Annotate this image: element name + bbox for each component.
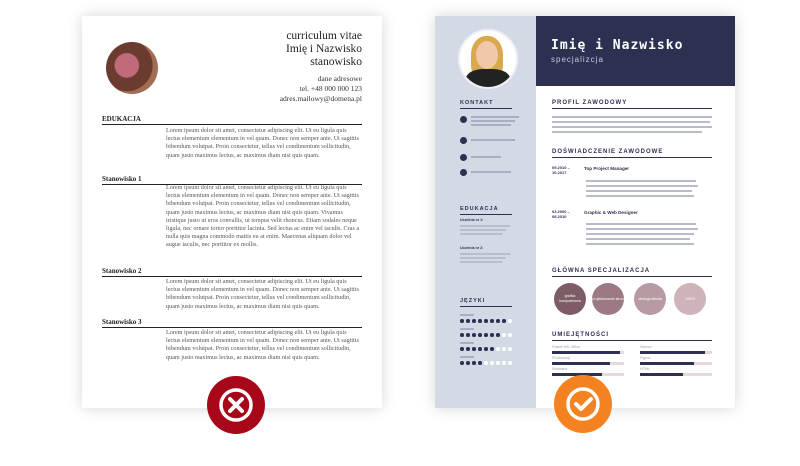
specialization-heading: GŁÓWNA SPECJALIZACJA: [552, 268, 712, 277]
language-label-4: [460, 356, 474, 358]
language-label-2: [460, 328, 474, 330]
address-text: [471, 116, 519, 118]
cv-title: curriculum vitae: [286, 30, 362, 42]
experience-heading: DOŚWIADCZENIE ZAWODOWE: [552, 149, 712, 158]
language-level-dot: [466, 347, 470, 351]
language-level-dot: [478, 333, 482, 337]
cv-header: [286, 30, 362, 69]
language-level-dot: [502, 319, 506, 323]
phone-icon: [460, 154, 467, 161]
language-level-dot: [484, 347, 488, 351]
language-label-1: [460, 314, 474, 316]
language-level-dot: [478, 319, 482, 323]
language-level-dot: [496, 319, 500, 323]
section-text-position-2: Lorem ipsum dolor sit amet, consectetur adipiscing elit. Ut eu ligula quis lectus elementum elementum in vel quam. Donec non semper ante. Ut sagittis bibendum volutpat. Proin consectetur, tellus vel condimentum sollicitudin, quam justo maximus lectus, ac maximus diam nisi quis quam.: [166, 278, 359, 310]
language-level-dot: [496, 361, 500, 365]
specialization-circle-2: projektowanie stron: [592, 283, 624, 315]
language-level-dot: [484, 333, 488, 337]
good-example-badge: [554, 375, 612, 433]
job-1-dates: 09.2010 – 10.2017: [552, 165, 570, 175]
specialization-subtitle: specjalizcja: [551, 55, 604, 64]
education-heading: EDUKACJA: [460, 206, 512, 215]
location-icon: [460, 116, 467, 123]
skill-bar-fill: [552, 351, 620, 354]
language-level-dot: [466, 319, 470, 323]
skill-bar-fill: [640, 373, 683, 376]
good-cv-example: [435, 16, 735, 408]
position-title: stanowisko: [310, 56, 362, 68]
language-level-dot: [490, 361, 494, 365]
language-level-dot: [460, 319, 464, 323]
web-icon: [460, 169, 467, 176]
language-level-dot: [508, 333, 512, 337]
profile-heading: PROFIL ZAWODOWY: [552, 100, 712, 109]
language-level-dot: [502, 347, 506, 351]
phone-line: tel. +48 000 000 123: [299, 84, 362, 93]
skill-label: Figma: [640, 356, 651, 360]
language-level-dot: [490, 333, 494, 337]
language-level-dot: [472, 319, 476, 323]
language-level-dot: [484, 319, 488, 323]
section-heading-position-2: Stanowisko 2: [102, 267, 362, 277]
section-heading-education: EDUKACJA: [102, 115, 362, 125]
language-level-dot: [502, 361, 506, 365]
language-level-dot: [460, 333, 464, 337]
contact-block: [280, 74, 362, 104]
skill-label: Sketch: [640, 345, 652, 349]
skill-label: Illustrator: [552, 367, 568, 371]
x-circle-icon: [216, 385, 256, 425]
email-line: adres.mailowy@domena.pl: [279, 94, 362, 103]
language-level-dot: [472, 333, 476, 337]
job-2-dates: 03.2000 – 08.2010: [552, 209, 570, 219]
person-name: Imię i Nazwisko: [285, 43, 362, 55]
language-level-dot: [472, 347, 476, 351]
profile-photo: [458, 29, 518, 89]
job-2-title: Graphic & Web Designer: [584, 210, 638, 215]
education-item-2: Uczelnia nr 2:: [460, 246, 484, 250]
specialization-circle-1: grafika komputerowa: [554, 283, 586, 315]
language-level-dot: [478, 347, 482, 351]
section-heading-position-3: Stanowisko 3: [102, 318, 362, 328]
specialization-circle-3: obsługa klienta: [634, 283, 666, 315]
web-text: [471, 171, 511, 173]
skill-bar-fill: [640, 351, 705, 354]
person-name: Imię i Nazwisko: [551, 38, 684, 53]
specialization-circle-4: UX/UI: [674, 283, 706, 315]
language-level-dot: [496, 347, 500, 351]
language-level-dot: [508, 361, 512, 365]
language-level-dot: [466, 361, 470, 365]
bad-example-badge: [207, 376, 265, 434]
profile-photo: [106, 42, 158, 94]
languages-heading: JĘZYKI: [460, 298, 512, 307]
skill-bar-fill: [552, 362, 610, 365]
skill-label: Photoshop: [552, 356, 571, 360]
language-level-dot: [472, 361, 476, 365]
email-icon: [460, 137, 467, 144]
education-item-1: Uczelnia nr 1:: [460, 218, 484, 222]
job-1-title: Top Project Manager: [584, 166, 630, 171]
address-line: dane adresowe: [317, 74, 362, 83]
language-level-dot: [460, 361, 464, 365]
skill-label: HTML: [640, 367, 651, 371]
check-circle-icon: [563, 384, 603, 424]
section-heading-position-1: Stanowisko 1: [102, 175, 362, 185]
language-level-dot: [460, 347, 464, 351]
email-text: [471, 139, 515, 141]
skill-label: Pakiet MS Office: [552, 345, 581, 349]
section-text-position-1: Lorem ipsum dolor sit amet, consectetur adipiscing elit. Ut eu ligula quis lectus elementum elementum in vel quam. Donec non semper ante. Ut sagittis bibendum volutpat. Proin consectetur, tellus vel condimentum sollicitudin, quam justo maximus lectus, ac maximus diam nisi quis quam. Vivamus tristique justo ut eros convallis, ut tempus velit rhoncus. Etiam sodales neque ligula, nec ornare tortor porttitor lacinia. Sed lectus ac enim vel iaculis. Cras a nulla quis magna commodo mattis eu at enim. Maecenas aliquam dolor vel augue iaculis, nec porttitor ex mollis.: [166, 184, 360, 249]
language-level-dot: [466, 333, 470, 337]
language-level-dot: [484, 361, 488, 365]
language-level-dot: [490, 319, 494, 323]
skill-bar-fill: [640, 362, 694, 365]
language-level-dot: [508, 319, 512, 323]
language-level-dot: [490, 347, 494, 351]
contact-heading: KONTAKT: [460, 100, 512, 109]
phone-text: [471, 156, 501, 158]
language-level-dot: [478, 361, 482, 365]
section-text-position-3: Lorem ipsum dolor sit amet, consectetur adipiscing elit. Ut eu ligula quis lectus elementum elementum in vel quam. Donec non semper ante. Ut sagittis bibendum volutpat. Proin consectetur, tellus vel condimentum sollicitudin, quam justo maximus lectus, ac maximus diam nisi quis quam.: [166, 329, 359, 361]
language-level-dot: [496, 333, 500, 337]
language-label-3: [460, 342, 474, 344]
skills-heading: UMIEJĘTNOŚCI: [552, 332, 712, 341]
profile-text: [552, 116, 712, 118]
language-level-dot: [508, 347, 512, 351]
language-level-dot: [502, 333, 506, 337]
section-text-education: Lorem ipsum dolor sit amet, consectetur adipiscing elit. Ut eu ligula quis lectus elementum elementum in vel quam. Donec non semper ante. Ut sagittis bibendum volutpat. Proin consectetur, tellus vel condimentum sollicitudin, quam justo maximus lectus, ac maximus diam nisi quis quam.: [166, 127, 359, 159]
bad-cv-example: [82, 16, 382, 408]
